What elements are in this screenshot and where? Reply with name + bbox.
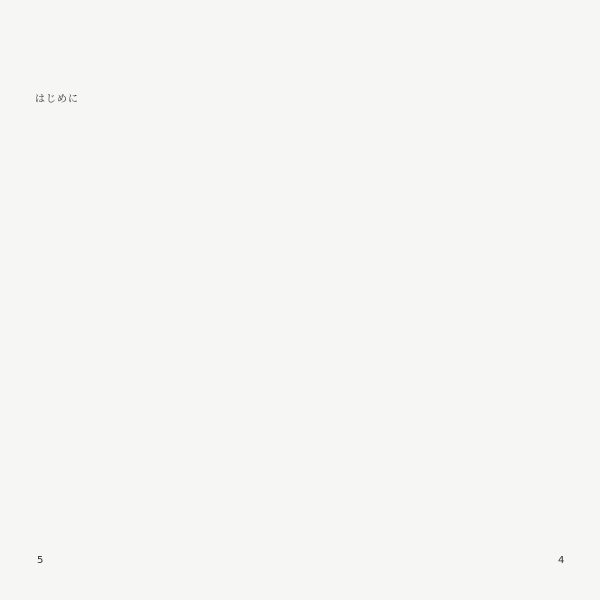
right-page: [300, 0, 600, 600]
running-head: はじめに: [35, 94, 79, 105]
page-number-right: 4: [558, 555, 565, 566]
page-number-left: 5: [37, 555, 44, 566]
